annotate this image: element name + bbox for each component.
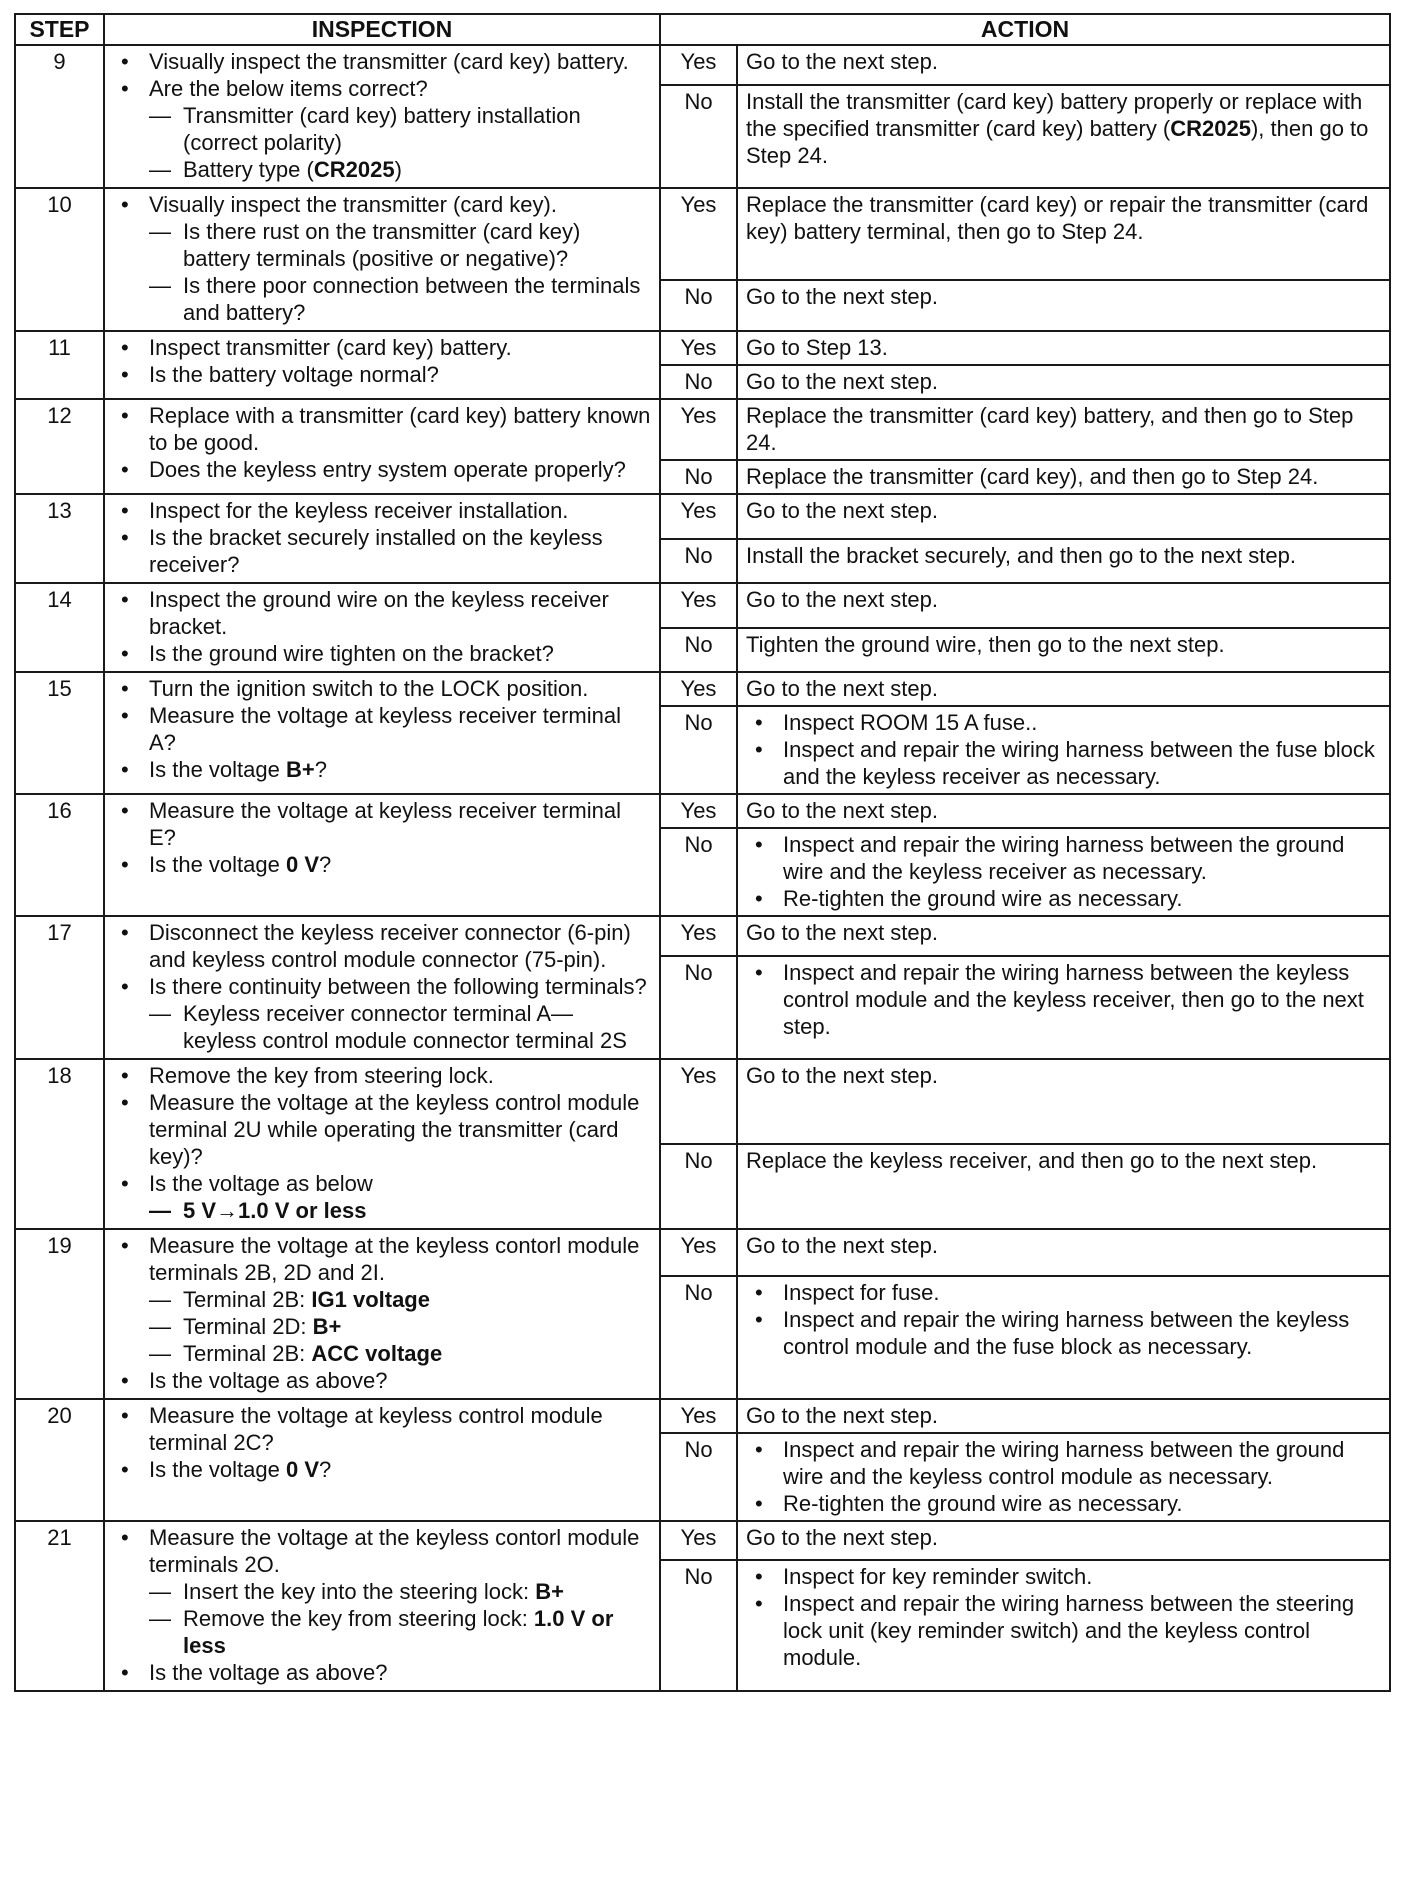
no-action xyxy=(737,628,1390,673)
inspection-column-header: INSPECTION xyxy=(104,14,660,45)
inspection-item xyxy=(109,973,651,1054)
inspection-subitem: — Transmitter (card key) battery installation (correct polarity) xyxy=(149,102,651,156)
yes-action xyxy=(737,45,1390,85)
header-row xyxy=(15,14,1390,45)
inspection-item xyxy=(109,702,651,756)
no-label: No xyxy=(660,706,737,794)
inspection-text: Replace with a transmitter (card key) battery known to be good. xyxy=(149,403,651,455)
inspection-subitem xyxy=(149,1340,651,1367)
inspection-subitem xyxy=(149,1313,651,1340)
no-label: No xyxy=(660,1144,737,1229)
no-action xyxy=(737,1144,1390,1229)
inspection-text: Visually inspect the transmitter (card key) battery. xyxy=(149,49,629,74)
inspection-text: Is the bracket securely installed on the keyless receiver? xyxy=(149,525,603,577)
inspection-text: Is the voltage as above? xyxy=(149,1660,388,1685)
inspection-item xyxy=(109,1524,651,1659)
inspection-sublist xyxy=(149,1197,651,1224)
step-number: 17 xyxy=(15,916,104,1059)
inspection-item xyxy=(109,1232,651,1367)
step-number: 16 xyxy=(15,794,104,916)
action-text: Go to the next step. xyxy=(746,283,939,309)
yes-action xyxy=(737,399,1390,460)
action-text: Replace the transmitter (card key), and then go to Step 24. xyxy=(746,464,1319,489)
inspection-subitem: — Is there poor connection between the terminals and battery? xyxy=(149,272,651,326)
inspection-item xyxy=(109,1659,651,1686)
step-number: 11 xyxy=(15,331,104,399)
inspection-subitem xyxy=(149,1286,651,1313)
no-label: No xyxy=(660,1560,737,1691)
step-number: 20 xyxy=(15,1399,104,1521)
inspection-item xyxy=(109,497,651,524)
inspection-cell xyxy=(104,494,660,583)
inspection-list xyxy=(109,1232,651,1394)
step-row-yes xyxy=(15,583,1390,628)
step-column-header: STEP xyxy=(15,14,104,45)
step-row-yes xyxy=(15,1059,1390,1144)
inspection-cell xyxy=(104,1521,660,1691)
inspection-item xyxy=(109,402,651,456)
action-list xyxy=(746,831,1381,912)
inspection-text: Disconnect the keyless receiver connector (6-pin) and keyless control module connector (75-pin). xyxy=(149,920,631,972)
no-action xyxy=(737,280,1390,331)
no-label: No xyxy=(660,1433,737,1521)
action-text: Replace the transmitter (card key) or repair the transmitter (card key) battery terminal, then go to Step 24. xyxy=(746,192,1369,244)
terminal-label: Terminal 2B: xyxy=(183,1287,312,1312)
inspection-cell xyxy=(104,331,660,399)
inspection-subitem xyxy=(149,1197,651,1224)
no-action xyxy=(737,706,1390,794)
step-row-yes xyxy=(15,1521,1390,1560)
spec-value: B+ xyxy=(535,1579,564,1604)
inspection-subitem: — Is there rust on the transmitter (card key) battery terminals (positive or negative)? xyxy=(149,218,651,272)
action-list xyxy=(746,1279,1381,1360)
no-action xyxy=(737,365,1390,399)
inspection-subitem xyxy=(149,1605,651,1659)
spec-value: B+ xyxy=(312,1314,342,1339)
step-row-yes xyxy=(15,188,1390,280)
yes-label: Yes xyxy=(660,399,737,460)
inspection-text: Is the voltage as below xyxy=(149,1171,373,1196)
inspection-text: Is there continuity between the following terminals? xyxy=(149,974,647,999)
inspection-text: Measure the voltage at the keyless contorl module terminals 2O. xyxy=(149,1525,640,1577)
inspection-list xyxy=(109,797,651,878)
inspection-item xyxy=(109,334,651,361)
yes-action xyxy=(737,331,1390,365)
inspection-cell xyxy=(104,794,660,916)
inspection-text: Turn the ignition switch to the LOCK position. xyxy=(149,676,589,701)
spec-value: IG1 voltage xyxy=(311,1287,430,1312)
inspection-text: Measure the voltage at keyless control module terminal 2C? xyxy=(149,1403,603,1455)
step-number: 18 xyxy=(15,1059,104,1229)
inspection-list xyxy=(109,334,651,388)
inspection-list xyxy=(109,586,651,667)
step-row-yes xyxy=(15,916,1390,956)
text: Install the transmitter (card key) battery properly or replace with the specified transmitter (card key) battery ( xyxy=(746,88,1363,141)
action-text: Go to Step 13. xyxy=(746,335,888,360)
inspection-sublist xyxy=(149,1286,651,1367)
no-action xyxy=(737,85,1390,188)
inspection-cell xyxy=(104,583,660,672)
action-item: • Inspect and repair the wiring harness between the ground wire and the keyless control module as necessary. xyxy=(746,1436,1381,1490)
spec-value: 1.0 V or less xyxy=(183,1606,614,1658)
inspection-text-end: ? xyxy=(319,1457,332,1482)
action-item: • Inspect and repair the wiring harness between the fuse block and the keyless receiver as necessary. xyxy=(746,736,1381,790)
action-item: • Inspect for fuse. xyxy=(746,1279,1381,1306)
inspection-text: Is the battery voltage normal? xyxy=(149,362,439,387)
inspection-list xyxy=(109,1402,651,1483)
action-item: • Inspect and repair the wiring harness between the keyless control module and the keyless receiver, then go to the next step. xyxy=(746,959,1381,1040)
inspection-item xyxy=(109,456,651,483)
no-label: No xyxy=(660,85,737,188)
action-text: Go to the next step. xyxy=(746,369,939,394)
yes-action xyxy=(737,1059,1390,1144)
yes-label: Yes xyxy=(660,794,737,828)
inspection-list xyxy=(109,675,651,783)
action-list xyxy=(746,1563,1381,1671)
inspection-sublist xyxy=(149,102,651,183)
action-text: Go to the next step. xyxy=(746,1233,939,1258)
yes-label: Yes xyxy=(660,1399,737,1433)
no-label: No xyxy=(660,956,737,1059)
yes-action xyxy=(737,188,1390,280)
step-row-yes xyxy=(15,1399,1390,1433)
no-label: No xyxy=(660,828,737,916)
yes-action xyxy=(737,794,1390,828)
no-action xyxy=(737,1276,1390,1399)
no-action xyxy=(737,828,1390,916)
inspection-list xyxy=(109,919,651,1054)
inspection-list xyxy=(109,1524,651,1686)
inspection-list xyxy=(109,191,651,326)
action-text: Go to the next step. xyxy=(746,920,939,945)
step-number: 12 xyxy=(15,399,104,494)
inspection-item xyxy=(109,1170,651,1224)
action-item: • Re-tighten the ground wire as necessary. xyxy=(746,1490,1381,1517)
yes-label: Yes xyxy=(660,331,737,365)
inspection-item xyxy=(109,640,651,667)
step-number: 9 xyxy=(15,45,104,188)
text: ) xyxy=(394,157,402,182)
inspection-list xyxy=(109,1062,651,1224)
inspection-subitem: — Keyless receiver connector terminal A— keyless control module connector terminal 2S xyxy=(149,1000,651,1054)
no-action xyxy=(737,1560,1390,1691)
no-label: No xyxy=(660,365,737,399)
yes-action xyxy=(737,916,1390,956)
inspection-text: Is the voltage xyxy=(149,757,286,782)
inspection-item xyxy=(109,675,651,702)
inspection-item xyxy=(109,1089,651,1170)
inspection-text: Is the voltage xyxy=(149,852,286,877)
yes-action xyxy=(737,583,1390,628)
text: Battery type ( xyxy=(183,157,314,182)
inspection-emphasis: B+ xyxy=(285,757,315,782)
inspection-item xyxy=(109,1456,651,1483)
terminal-label: Insert the key into the steering lock: xyxy=(183,1579,536,1604)
inspection-sublist xyxy=(149,218,651,326)
inspection-cell xyxy=(104,1399,660,1521)
yes-action xyxy=(737,672,1390,706)
text: ), then go to Step 24. xyxy=(746,115,1369,168)
no-action xyxy=(737,1433,1390,1521)
terminal-label: Remove the key from steering lock: xyxy=(183,1606,534,1631)
action-list xyxy=(746,709,1381,790)
inspection-cell xyxy=(104,399,660,494)
inspection-text: Are the below items correct? xyxy=(149,76,428,101)
inspection-cell xyxy=(104,188,660,331)
yes-label: Yes xyxy=(660,583,737,628)
step-row-yes xyxy=(15,494,1390,539)
action-text: Go to the next step. xyxy=(746,49,939,74)
action-item: • Inspect and repair the wiring harness between the steering lock unit (key reminder switch) and the keyless control module. xyxy=(746,1590,1381,1671)
inspection-subitem xyxy=(149,156,651,183)
step-number: 10 xyxy=(15,188,104,331)
yes-action xyxy=(737,494,1390,539)
inspection-item xyxy=(109,919,651,973)
terminal-label: Terminal 2B: xyxy=(183,1341,312,1366)
step-row-yes xyxy=(15,331,1390,365)
step-number: 19 xyxy=(15,1229,104,1399)
step-row-yes xyxy=(15,672,1390,706)
inspection-cell xyxy=(104,916,660,1059)
yes-action xyxy=(737,1521,1390,1560)
no-label: No xyxy=(660,1276,737,1399)
action-text xyxy=(746,89,1368,168)
inspection-list xyxy=(109,402,651,483)
inspection-sublist xyxy=(149,1000,651,1054)
inspection-text: Inspect transmitter (card key) battery. xyxy=(149,335,512,360)
inspection-cell xyxy=(104,45,660,188)
no-action xyxy=(737,956,1390,1059)
no-label: No xyxy=(660,628,737,673)
step-row-yes xyxy=(15,794,1390,828)
no-label: No xyxy=(660,280,737,331)
inspection-text: Is the ground wire tighten on the bracket? xyxy=(149,641,554,666)
no-label: No xyxy=(660,460,737,494)
inspection-emphasis: 0 V xyxy=(285,1457,320,1482)
inspection-text: Visually inspect the transmitter (card key). xyxy=(149,192,557,217)
action-list xyxy=(746,959,1381,1040)
yes-label: Yes xyxy=(660,188,737,280)
inspection-text: Remove the key from steering lock. xyxy=(149,1063,494,1088)
yes-label: Yes xyxy=(660,916,737,956)
yes-label: Yes xyxy=(660,45,737,85)
action-text: Go to the next step. xyxy=(746,798,939,823)
action-item: • Inspect ROOM 15 A fuse.. xyxy=(746,709,1381,736)
inspection-subitem xyxy=(149,1578,651,1605)
inspection-item xyxy=(109,851,651,878)
step-row-yes xyxy=(15,399,1390,460)
action-text: Go to the next step. xyxy=(746,676,939,701)
yes-label: Yes xyxy=(660,1521,737,1560)
inspection-emphasis: 0 V xyxy=(285,852,320,877)
action-text: Go to the next step. xyxy=(746,1525,939,1550)
inspection-item xyxy=(109,361,651,388)
action-text: Replace the transmitter (card key) battery, and then go to Step 24. xyxy=(746,403,1354,455)
inspection-item xyxy=(109,1062,651,1089)
yes-label: Yes xyxy=(660,1059,737,1144)
step-number: 14 xyxy=(15,583,104,672)
action-text: Replace the keyless receiver, and then go to the next step. xyxy=(746,1148,1318,1173)
action-item: • Inspect and repair the wiring harness between the keyless control module and the fuse block as necessary. xyxy=(746,1306,1381,1360)
yes-label: Yes xyxy=(660,1229,737,1276)
inspection-item xyxy=(109,48,651,75)
inspection-item xyxy=(109,75,651,183)
inspection-text: Is the voltage xyxy=(149,1457,286,1482)
inspection-cell xyxy=(104,1059,660,1229)
spec-value: ACC voltage xyxy=(311,1341,443,1366)
diagnostic-table xyxy=(14,13,1391,1692)
action-text: Go to the next step. xyxy=(746,1403,939,1428)
no-action xyxy=(737,539,1390,584)
inspection-item xyxy=(109,756,651,783)
action-text: Go to the next step. xyxy=(746,1063,939,1088)
action-list xyxy=(746,1436,1381,1517)
step-number: 15 xyxy=(15,672,104,794)
yes-action xyxy=(737,1399,1390,1433)
inspection-item xyxy=(109,1402,651,1456)
action-text: Go to the next step. xyxy=(746,587,939,612)
inspection-text-end: ? xyxy=(319,852,332,877)
inspection-item xyxy=(109,191,651,326)
yes-label: Yes xyxy=(660,672,737,706)
action-text: Install the bracket securely, and then go to the next step. xyxy=(746,542,1296,568)
inspection-text: Inspect the ground wire on the keyless receiver bracket. xyxy=(149,587,609,639)
inspection-text: Measure the voltage at keyless receiver terminal E? xyxy=(149,798,621,850)
inspection-list xyxy=(109,48,651,183)
inspection-item xyxy=(109,1367,651,1394)
no-label: No xyxy=(660,539,737,584)
inspection-item xyxy=(109,586,651,640)
terminal-label: Terminal 2D: xyxy=(183,1314,313,1339)
inspection-cell xyxy=(104,672,660,794)
no-action xyxy=(737,460,1390,494)
inspection-text: Measure the voltage at the keyless control module terminal 2U while operating the transmitter (card key)? xyxy=(149,1090,640,1169)
action-column-header: ACTION xyxy=(660,14,1390,45)
spec-value: 5 V→1.0 V or less xyxy=(183,1198,367,1223)
inspection-text: Does the keyless entry system operate properly? xyxy=(149,457,626,482)
inspection-sublist xyxy=(149,1578,651,1659)
inspection-text-end: ? xyxy=(314,757,327,782)
action-item: • Re-tighten the ground wire as necessary. xyxy=(746,885,1381,912)
battery-type-emphasis: CR2025 xyxy=(313,157,395,182)
inspection-item xyxy=(109,797,651,851)
action-text: Go to the next step. xyxy=(746,498,939,523)
yes-label: Yes xyxy=(660,494,737,539)
inspection-text: Measure the voltage at keyless receiver terminal A? xyxy=(149,703,621,755)
battery-type-emphasis: CR2025 xyxy=(1170,115,1251,141)
step-row-yes xyxy=(15,45,1390,85)
action-item: • Inspect and repair the wiring harness between the ground wire and the keyless receiver as necessary. xyxy=(746,831,1381,885)
yes-action xyxy=(737,1229,1390,1276)
inspection-cell xyxy=(104,1229,660,1399)
inspection-item xyxy=(109,524,651,578)
inspection-list xyxy=(109,497,651,578)
procedure-steps xyxy=(15,45,1390,1691)
inspection-text: Is the voltage as above? xyxy=(149,1368,388,1393)
inspection-text: Measure the voltage at the keyless contorl module terminals 2B, 2D and 2I. xyxy=(149,1233,640,1285)
step-row-yes xyxy=(15,1229,1390,1276)
action-item: • Inspect for key reminder switch. xyxy=(746,1563,1381,1590)
inspection-text: Inspect for the keyless receiver installation. xyxy=(149,498,569,523)
step-number: 21 xyxy=(15,1521,104,1691)
diagnostic-procedure-page xyxy=(14,13,1389,1692)
step-number: 13 xyxy=(15,494,104,583)
action-text: Tighten the ground wire, then go to the next step. xyxy=(746,631,1225,657)
